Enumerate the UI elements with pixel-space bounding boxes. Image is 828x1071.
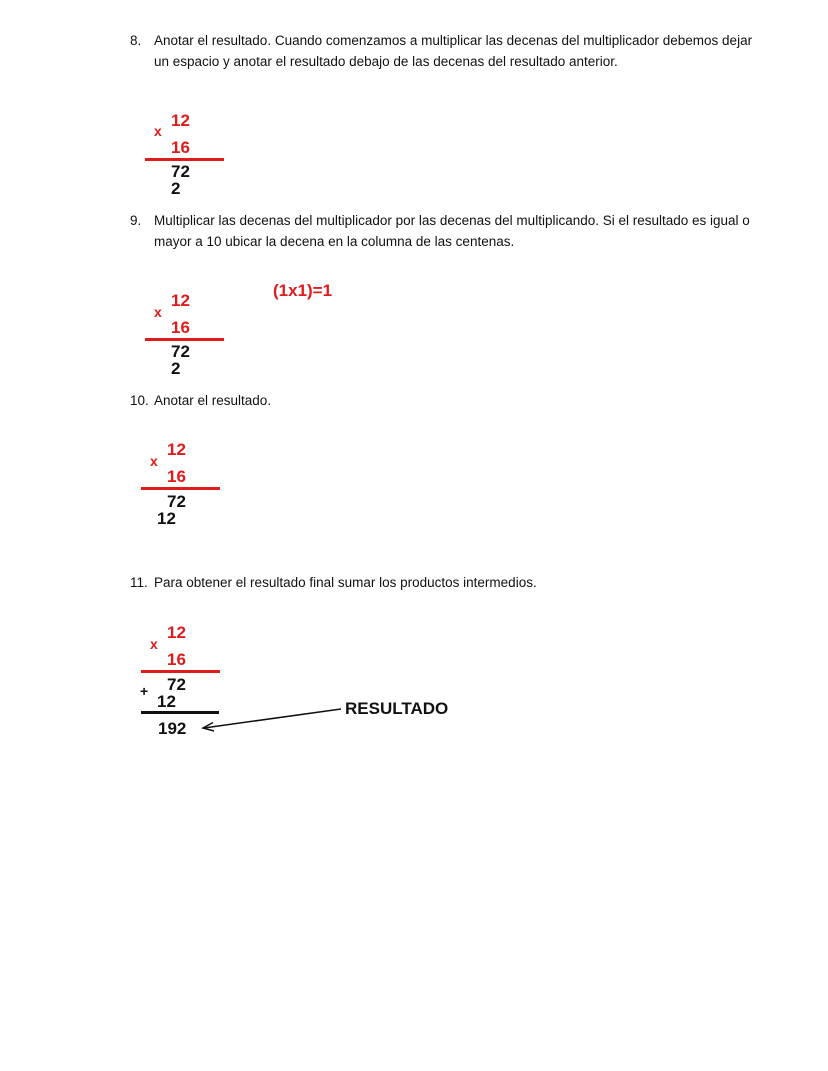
times-sign: x (150, 453, 158, 469)
partial-product-2: 12 (157, 692, 176, 711)
partial-product-2: 12 (157, 509, 176, 528)
partial-product-1: 72 (171, 162, 190, 181)
product-line (145, 338, 224, 341)
multiplier: 16 (171, 318, 190, 337)
final-result: 192 (158, 719, 187, 738)
multiplicand: 12 (167, 440, 186, 459)
step-number: 8. (130, 33, 142, 48)
product-line (141, 670, 220, 673)
partial-product-1: 72 (171, 342, 190, 361)
step-11 (130, 572, 770, 593)
step-text: Anotar el resultado. (154, 393, 272, 408)
partial-product-1: 72 (167, 675, 186, 694)
step-number: 9. (130, 213, 142, 228)
step-text: Para obtener el resultado final sumar los productos intermedios. (154, 575, 537, 590)
times-sign: x (154, 304, 162, 320)
step-text: Anotar el resultado. Cuando comenzamos a multiplicar las decenas del multiplicador debemos dejar un espacio y anotar el resultado debajo de las decenas del resultado anterior. (154, 33, 753, 69)
step-number: 11. (130, 575, 148, 590)
multiplicand: 12 (167, 623, 186, 642)
product-line (141, 487, 220, 490)
multiplicand: 12 (171, 291, 190, 310)
times-sign: x (150, 636, 158, 652)
result-label: RESULTADO (345, 699, 449, 718)
step-number: 10. (130, 393, 149, 408)
multiplier: 16 (171, 138, 190, 157)
multiplier: 16 (167, 467, 186, 486)
times-sign: x (154, 123, 162, 139)
multiplier: 16 (167, 650, 186, 669)
multiplicand: 12 (171, 111, 190, 130)
arrow-left-icon (198, 703, 343, 733)
product-line (145, 158, 224, 161)
step-10 (130, 390, 770, 411)
partial-product-2: 2 (171, 179, 181, 198)
plus-sign: + (140, 683, 149, 699)
partial-product-1: 72 (167, 492, 186, 511)
calculation-note: (1x1)=1 (273, 281, 333, 300)
step-8 (130, 30, 770, 72)
step-9 (130, 210, 770, 252)
step-text: Multiplicar las decenas del multiplicador por las decenas del multiplicando. Si el resultado es igual o mayor a 10 ubicar la decena en la columna de las centenas. (154, 213, 750, 249)
partial-product-2: 2 (171, 359, 181, 378)
